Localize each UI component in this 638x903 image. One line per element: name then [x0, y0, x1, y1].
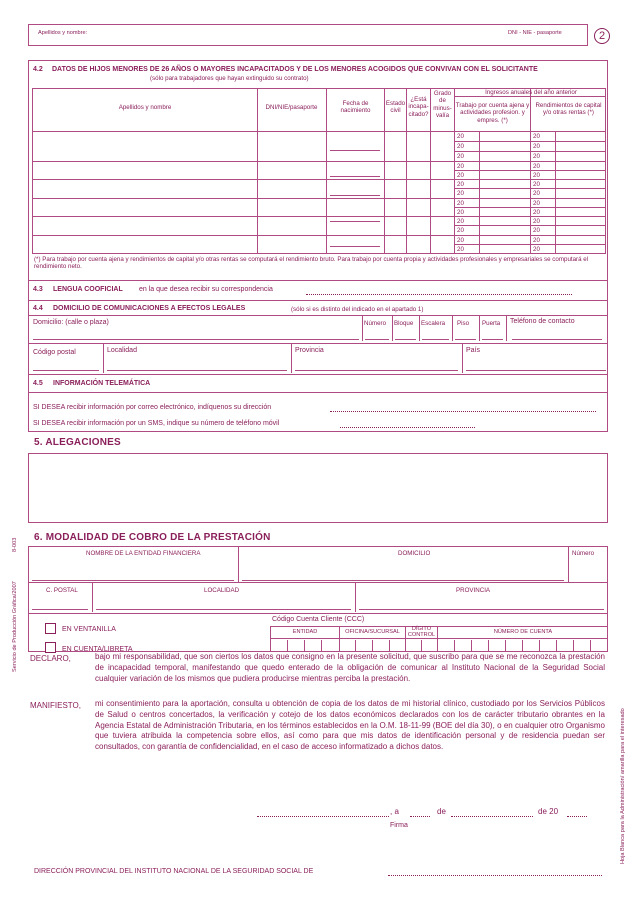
year-4b: 20	[533, 163, 540, 170]
year-10a: 20	[457, 218, 464, 225]
name-label: Apellidos y nombre:	[38, 30, 88, 36]
s42-number: 4.2	[33, 66, 43, 73]
anio-field[interactable]	[567, 816, 587, 817]
cpostal-field[interactable]	[32, 609, 88, 610]
year-3b: 20	[533, 153, 540, 160]
domicilio-bank-field[interactable]	[242, 580, 564, 581]
s44-bloque: Bloque	[394, 320, 414, 327]
dni-label: DNI - NIE - pasaporte	[508, 30, 562, 36]
sms-field[interactable]	[340, 427, 475, 428]
side-left: Servicio de Producción Gráfica/2007	[12, 581, 18, 672]
s44-numero: Número	[364, 320, 387, 327]
s6-title: 6. MODALIDAD DE COBRO DE LA PRESTACIÓN	[34, 532, 271, 543]
year-5b: 20	[533, 172, 540, 179]
s42-note: (*) Para trabajo por cuenta ajena y rendimientos de capital y/o otras rentas se computará el rendimiento bruto. Para trabajo por cuenta propia y actividades profesionales y empresariales se computará el rendimiento neto.	[34, 256, 589, 271]
s43-line[interactable]	[306, 294, 572, 295]
year-7b: 20	[533, 190, 540, 197]
cp-field[interactable]	[33, 370, 99, 371]
s43-title: LENGUA COOFICIAL	[53, 286, 123, 293]
s6-cpostal: C. POSTAL	[46, 587, 78, 594]
s6-numero: Número	[572, 550, 595, 557]
s44-piso: Piso	[457, 320, 470, 327]
col-trabajo: Trabajo por cuenta ajena y actividades profesion. y empres. (*)	[455, 102, 530, 124]
dia-field[interactable]	[410, 816, 430, 817]
s6-provincia: PROVINCIA	[456, 587, 491, 594]
header-box	[28, 24, 588, 46]
provincia-field[interactable]	[295, 370, 458, 371]
decl-de: de	[437, 807, 446, 816]
col-incap: ¿Está incapa-citado?	[408, 96, 429, 118]
col-estado: Estado civil	[385, 100, 406, 115]
year-9b: 20	[533, 209, 540, 216]
s44-puerta: Puerta	[482, 320, 501, 327]
year-3a: 20	[457, 153, 464, 160]
manifiesto-label: MANIFIESTO,	[30, 701, 81, 710]
side-left-code: 8-003	[12, 537, 18, 552]
declaro-text: bajo mi responsabilidad, que son ciertos los datos que consigno en la presente solicitud, que suscribo para que se me reconozca la prestación de incapacidad temporal, manifestando que quedo enterado de la obligación de comunicar al Instituto Nacional de la Seguridad Social cualquier variación de los mismos que pudiera producirse mientras perciba la prestación.	[95, 652, 605, 683]
year-10b: 20	[533, 218, 540, 225]
year-13a: 20	[457, 246, 464, 253]
puerta-field[interactable]	[482, 339, 503, 340]
pais-field[interactable]	[466, 370, 606, 371]
s44-domicilio: Domicilio: (calle o plaza)	[33, 319, 109, 326]
year-1b: 20	[533, 133, 540, 140]
s44-telefono: Teléfono de contacto	[510, 318, 575, 325]
year-12b: 20	[533, 237, 540, 244]
decl-de20: de 20	[538, 807, 559, 816]
year-11a: 20	[457, 227, 464, 234]
s42-title: DATOS DE HIJOS MENORES DE 26 AÑOS O MAYORES INCAPACITADOS Y DE LOS MENORES ACOGIDOS QUE CONVIVAN CON EL SOLICITANTE	[52, 66, 538, 73]
s44-pais: País	[466, 347, 481, 354]
year-2a: 20	[457, 143, 464, 150]
year-2b: 20	[533, 143, 540, 150]
s44-number: 4.4	[33, 305, 43, 312]
telefono-field[interactable]	[512, 339, 602, 340]
s44-localidad: Localidad	[107, 347, 137, 354]
provincia-bank-field[interactable]	[359, 609, 604, 610]
year-6a: 20	[457, 181, 464, 188]
numero-field[interactable]	[365, 339, 389, 340]
firma-label: Firma	[390, 822, 408, 829]
bloque-field[interactable]	[395, 339, 416, 340]
footer-direccion: DIRECCIÓN PROVINCIAL DEL INSTITUTO NACIONAL DE LA SEGURIDAD SOCIAL DE	[34, 868, 314, 875]
s45-email: SI DESEA recibir información por correo electrónico, indíquenos su dirección	[33, 404, 272, 411]
mes-field[interactable]	[451, 816, 533, 817]
s44-cp: Código postal	[33, 349, 76, 356]
s45-title: INFORMACIÓN TELEMÁTICA	[53, 380, 151, 387]
lugar-field[interactable]	[257, 816, 389, 817]
entidad-field[interactable]	[32, 580, 234, 581]
s45-sms: SI DESEA recibir información por un SMS, indique su número de teléfono móvil	[33, 420, 280, 427]
direccion-field[interactable]	[388, 875, 602, 876]
s5-title: 5. ALEGACIONES	[34, 437, 121, 448]
s6-ccc: Código Cuenta Cliente (CCC)	[272, 616, 365, 623]
s45-number: 4.5	[33, 380, 43, 387]
s6-cuenta: EN CUENTA/LIBRETA	[62, 646, 133, 653]
s44-provincia: Provincia	[295, 347, 324, 354]
s44-escalera: Escalera	[421, 320, 446, 327]
col-grado: Grado de minus-valía	[433, 90, 452, 120]
s6-ventanilla: EN VENTANILLA	[62, 626, 116, 633]
year-7a: 20	[457, 190, 464, 197]
year-13b: 20	[533, 246, 540, 253]
year-1a: 20	[457, 133, 464, 140]
side-right: Hoja Blanca para la Administración/ amarilla para el interesado	[620, 708, 626, 864]
ccc-entidad: ENTIDAD	[292, 629, 318, 635]
year-5a: 20	[457, 172, 464, 179]
year-11b: 20	[533, 227, 540, 234]
cuenta-checkbox[interactable]	[45, 642, 56, 653]
s6-domicilio: DOMICILIO	[398, 550, 431, 557]
declaro-label: DECLARO,	[30, 654, 71, 663]
col-ingresos: Ingresos anuales del año anterior	[485, 89, 577, 96]
col-name: Apellidos y nombre	[118, 104, 172, 111]
page-number: 2	[594, 28, 610, 44]
s44-subtitle: (sólo si es distinto del indicado en el apartado 1)	[291, 306, 424, 313]
col-dni: DNI/NIE/pasaporte	[265, 104, 318, 111]
manifiesto-text: mi consentimiento para la aportación, consulta u obtención de copia de los datos de mi historial clínico, custodiado por los Servicios Públicos de Salud o centros concertados, la verificación y cotejo de los datos económicos declarados con los de carácter tributario obrantes en la Agencia Estatal de Administración Tributaria, en los términos establecidos en la O.M. 18-11-99 (BOE del día 30), o en cualquier otro Organismo que tuviera atribuida la competencia sobre ellos, así como para que mis datos de identificación personal y de residencia puedan ser consultados, con garantía de confidencialidad, en el caso de acceso informatizado a dichos datos.	[95, 699, 605, 752]
ccc-numero: NÚMERO DE CUENTA	[493, 629, 553, 635]
alegaciones-box[interactable]	[28, 453, 608, 523]
domicilio-field[interactable]	[33, 339, 359, 340]
ventanilla-checkbox[interactable]	[45, 623, 56, 634]
year-9a: 20	[457, 209, 464, 216]
piso-field[interactable]	[455, 339, 476, 340]
s42-subtitle: (sólo para trabajadores que hayan extinguido su contrato)	[150, 75, 309, 82]
escalera-field[interactable]	[422, 339, 449, 340]
ccc-oficina: OFICINA/SUCURSAL	[345, 629, 400, 635]
s6-localidad: LOCALIDAD	[204, 587, 240, 594]
year-8b: 20	[533, 200, 540, 207]
s43-text: en la que desea recibir su correspondencia	[139, 286, 273, 293]
col-fecha: Fecha de nacimiento	[340, 100, 371, 115]
s6-entidad: NOMBRE DE LA ENTIDAD FINANCIERA	[86, 550, 201, 557]
decl-a: , a	[390, 807, 399, 816]
localidad-field[interactable]	[107, 370, 287, 371]
ccc-digito: DÍGITO CONTROL	[407, 626, 436, 639]
year-12a: 20	[457, 237, 464, 244]
localidad-bank-field[interactable]	[96, 609, 351, 610]
year-6b: 20	[533, 181, 540, 188]
s44-title: DOMICILIO DE COMUNICACIONES A EFECTOS LEGALES	[53, 305, 246, 312]
year-4a: 20	[457, 163, 464, 170]
year-8a: 20	[457, 200, 464, 207]
col-rend: Rendimientos de capital y/o otras rentas (*)	[535, 102, 602, 117]
email-field[interactable]	[330, 411, 596, 412]
s43-number: 4.3	[33, 286, 43, 293]
